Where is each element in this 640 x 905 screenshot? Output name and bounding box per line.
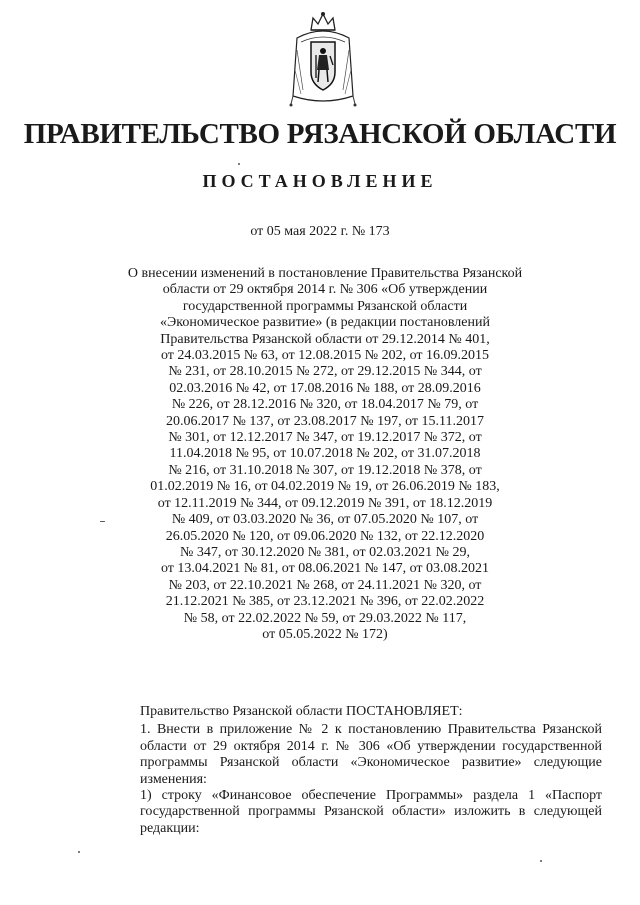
org-title: ПРАВИТЕЛЬСТВО РЯЗАНСКОЙ ОБЛАСТИ (23, 118, 617, 150)
subject-line: № 301, от 12.12.2017 № 347, от 19.12.2017 № 372, от (168, 430, 482, 446)
subject-line: № 347, от 30.12.2020 № 381, от 02.03.2021 № 29, (180, 544, 470, 560)
ryazan-coat-of-arms-icon (283, 10, 363, 110)
doc-date-number: от 05 мая 2022 г. № 173 (250, 224, 390, 239)
subject-line: № 216, от 31.10.2018 № 307, от 19.12.2018 № 378, от (168, 462, 482, 478)
item-1-line: изменения: (140, 771, 207, 787)
scan-speck (100, 521, 105, 522)
scan-speck (540, 860, 542, 862)
body-text (100, 704, 602, 837)
item-1-paragraph (100, 722, 602, 788)
subject-line: 26.05.2020 № 120, от 09.06.2020 № 132, от 22.12.2020 (165, 528, 485, 544)
subject-line: государственной программы Рязанской области (182, 298, 468, 314)
subject-line: О внесении изменений в постановление Правительства Рязанской (127, 266, 523, 281)
scan-speck (238, 163, 240, 165)
item-1-1-paragraph (100, 788, 602, 837)
item-1-line: 1. Внести в приложение № 2 к постановлению Правительства Рязанской (140, 722, 602, 738)
subject-block (100, 266, 550, 643)
doc-type-title: ПОСТАНОВЛЕНИЕ (202, 171, 438, 191)
subject-line: 20.06.2017 № 137, от 23.08.2017 № 197, от 15.11.2017 (165, 413, 485, 429)
subject-line: № 231, от 28.10.2015 № 272, от 29.12.2015 № 344, от (168, 364, 482, 380)
subject-line: Правительства Рязанской области от 29.12.2014 № 401, (160, 331, 490, 347)
item-1-1-line: 1) строку «Финансовое обеспечение Программы» раздела 1 «Паспорт (140, 788, 602, 804)
subject-line: № 226, от 28.12.2016 № 320, от 18.04.2017 № 79, от (171, 397, 479, 413)
subject-line: 01.02.2019 № 16, от 04.02.2019 № 19, от 26.06.2019 № 183, (150, 479, 500, 495)
subject-line: 21.12.2021 № 385, от 23.12.2021 № 396, от 22.02.2022 (165, 594, 485, 610)
subject-line: № 58, от 22.02.2022 № 59, от 29.03.2022 № 117, (183, 610, 467, 626)
subject-line: от 13.04.2021 № 81, от 08.06.2021 № 147, от 03.08.2021 (160, 561, 489, 577)
subject-line: 11.04.2018 № 95, от 10.07.2018 № 202, от 31.07.2018 (169, 446, 481, 462)
scan-speck (78, 851, 80, 853)
item-1-1-line: государственной программы Рязанской области» изложить в следующей (140, 804, 602, 820)
subject-line: № 409, от 03.03.2020 № 36, от 07.05.2020 № 107, от (171, 512, 479, 528)
subject-line: от 05.05.2022 № 172) (262, 626, 388, 642)
subject-line: от 24.03.2015 № 63, от 12.08.2015 № 202, от 16.09.2015 (160, 348, 489, 364)
item-1-line: области от 29 октября 2014 г. № 306 «Об утверждении государственной (140, 738, 602, 754)
subject-line: «Экономическое развитие» (в редакции постановлений (160, 315, 490, 331)
subject-line: 02.03.2016 № 42, от 17.08.2016 № 188, от 28.09.2016 (169, 380, 481, 396)
decree-line: Правительство Рязанской области ПОСТАНОВЛЯЕТ: (140, 704, 463, 719)
item-1-1-line: редакции: (140, 820, 200, 836)
subject-line: от 12.11.2019 № 344, от 09.12.2019 № 391, от 18.12.2019 (157, 495, 493, 511)
subject-line: области от 29 октября 2014 г. № 306 «Об утверждении (162, 282, 488, 298)
subject-line: № 203, от 22.10.2021 № 268, от 24.11.2021 № 320, от (168, 577, 482, 593)
item-1-line: программы Рязанской области «Экономическое развитие» следующие (140, 755, 602, 771)
